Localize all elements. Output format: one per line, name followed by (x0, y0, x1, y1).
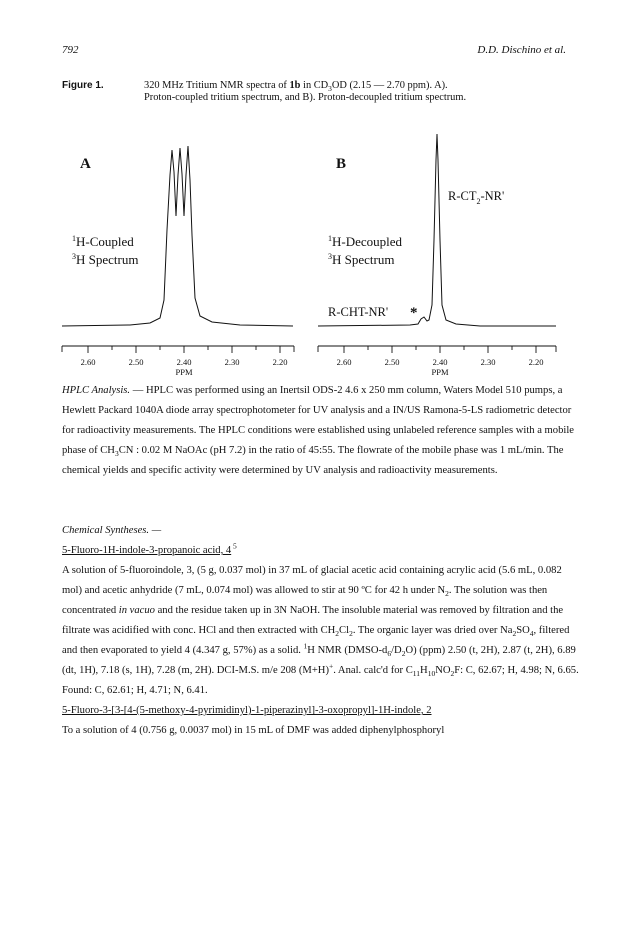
panel-a-label-1: $^1$H-Coupled (72, 234, 134, 249)
compound-4-procedure: A solution of 5-fluoroindole, 3, (5 g, 0.037 mol) in 37 mL of glacial acetic acid containing acrylic acid (5.6 mL, 0.082 mol) and acetic anhydride (7 mL, 0.074 mol) was allowed to stir at 90 ºC for 42 h under $N_2$. The solution was then concentrated in vacuo and the residue taken up in 3N NaOH. The insoluble material was removed by filtration and the filtrate was acidified with conc. HCl and then extracted with $CH_2Cl_2$. The organic layer was dried over $Na_2SO_4$, filtered and then evaporated to yield 4 (4.347 g, 57%) as a solid. $^1$H NMR $(DMSO-d_6/D_2O)$ (ppm) 2.50 (t, 2H), 2.87 (t, 2H), 6.89 (dt, 1H), 7.18 (s, 1H), 7.28 (m, 2H). DCI-M.S. m/e 208 (M+H)+. Anal. calc'd for $C_{11}H_{10}NO_2F$: C, 62.67; H, 4.98; N, 6.65. Found: C, 62.61; H, 4.71; N, 6.41. (62, 565, 579, 696)
axis-a (62, 346, 294, 353)
axis-b-tick-4: 2.30 (480, 357, 496, 367)
axis-b (318, 346, 556, 353)
axis-a-tick-2: 2.50 (128, 357, 144, 367)
axis-a-unit: PPM (175, 367, 193, 377)
panel-b-letter: B (336, 156, 347, 172)
panel-b-spectrum (318, 134, 556, 326)
hplc-heading: HPLC Analysis. (62, 385, 131, 396)
figure-label: Figure 1. (62, 80, 104, 91)
axis-a-tick-3: 2.40 (176, 357, 192, 367)
figure-caption: Figure 1. 320 MHz Tritium NMR spectra of 1b in $CD_3OD$ (2.15 — 2.70 ppm). A). Proton-coupled tritium spectrum, and B). Proton-decoupled tritium spectrum. (62, 80, 467, 103)
nmr-figure (0, 120, 624, 390)
panel-a-label-2: $^3$H Spectrum (72, 252, 139, 267)
panel-a-letter: A (80, 156, 91, 172)
hplc-paragraph: HPLC Analysis. — HPLC was performed using an Inertsil ODS-2 4.6 x 250 mm column, Waters Model 510 pumps, a Hewlett Packard 1040A diode array spectrophotometer for UV analysis and a IN/US Ramona-5-LS radiometric detector for radioactivity measurements. The HPLC conditions were established using unlabeled reference samples with a mobile phase of $CH_3CN$ : 0.02 M NaOAc (pH 7.2) in the ratio of 45:55. The flowrate of the mobile phase was 1 mL/min. The chemical yields and specific activity were determined by UV analysis and radioactivity measurements. (62, 385, 574, 476)
axis-a-tick-1: 2.60 (80, 357, 96, 367)
compound-2-procedure: To a solution of 4 (0.756 g, 0.0037 mol) in 15 mL of DMF was added diphenylphosphoryl (62, 725, 445, 736)
axis-b-tick-2: 2.50 (384, 357, 400, 367)
axis-a-tick-4: 2.30 (224, 357, 240, 367)
panel-b-star: * (410, 305, 418, 321)
chemical-syntheses: Chemical Syntheses. — 5-Fluoro-1H-indole-3-propanoic acid, 4 $^5$ A solution of 5-fluoroindole, 3, (5 g, 0.037 mol) in 37 mL of glacial acetic acid containing acrylic acid (5.6 mL, 0.082 mol) and acetic anhydride (7 mL, 0.074 mol) was allowed to stir at 90 ºC for 42 h under $N_2$. The solution was then concentrated in vacuo and the residue taken up in 3N NaOH. The insoluble material was removed by filtration and the filtrate was acidified with conc. HCl and then extracted with $CH_2Cl_2$. The organic layer was dried over $Na_2SO_4$, filtered and then evaporated to yield 4 (4.347 g, 57%) as a solid. $^1$H NMR $(DMSO-d_6/D_2O)$ (ppm) 2.50 (t, 2H), 2.87 (t, 2H), 6.89 (dt, 1H), 7.18 (s, 1H), 7.28 (m, 2H). DCI-M.S. m/e 208 (M+H)+. Anal. calc'd for $C_{11}H_{10}NO_2F$: C, 62.67; H, 4.98; N, 6.65. Found: C, 62.61; H, 4.71; N, 6.41. 5-Fluoro-3-[3-[4-(5-methoxy-4-pyrimidinyl)-1-piperazinyl]-3-oxopropyl]-1H-indole, 2 To a solution of 4 (0.756 g, 0.0037 mol) in 15 mL of DMF was added diphenylphosphoryl (62, 521, 582, 741)
axis-a-tick-5: 2.20 (272, 357, 288, 367)
chem-heading: Chemical Syntheses. — (62, 525, 162, 536)
page-number: 792 (62, 44, 79, 56)
compound-2-title: 5-Fluoro-3-[3-[4-(5-methoxy-4-pyrimidinyl)-1-piperazinyl]-3-oxopropyl]-1H-indole, 2 (62, 705, 432, 716)
panel-b-peak1-label: $R-CT_2-NR'$ (448, 189, 505, 206)
axis-b-tick-5: 2.20 (528, 357, 544, 367)
axis-b-tick-1: 2.60 (336, 357, 352, 367)
panel-b-label-2: $^3$H Spectrum (328, 252, 395, 267)
running-head: D.D. Dischino et al. (477, 44, 566, 56)
axis-b-unit: PPM (431, 367, 449, 377)
panel-b-label-1: $^1$H-Decoupled (328, 234, 403, 249)
panel-b-peak2-label: R-CHT-NR' (328, 305, 389, 319)
axis-b-tick-3: 2.40 (432, 357, 448, 367)
compound-4-title: 5-Fluoro-1H-indole-3-propanoic acid, 4 (62, 545, 232, 556)
